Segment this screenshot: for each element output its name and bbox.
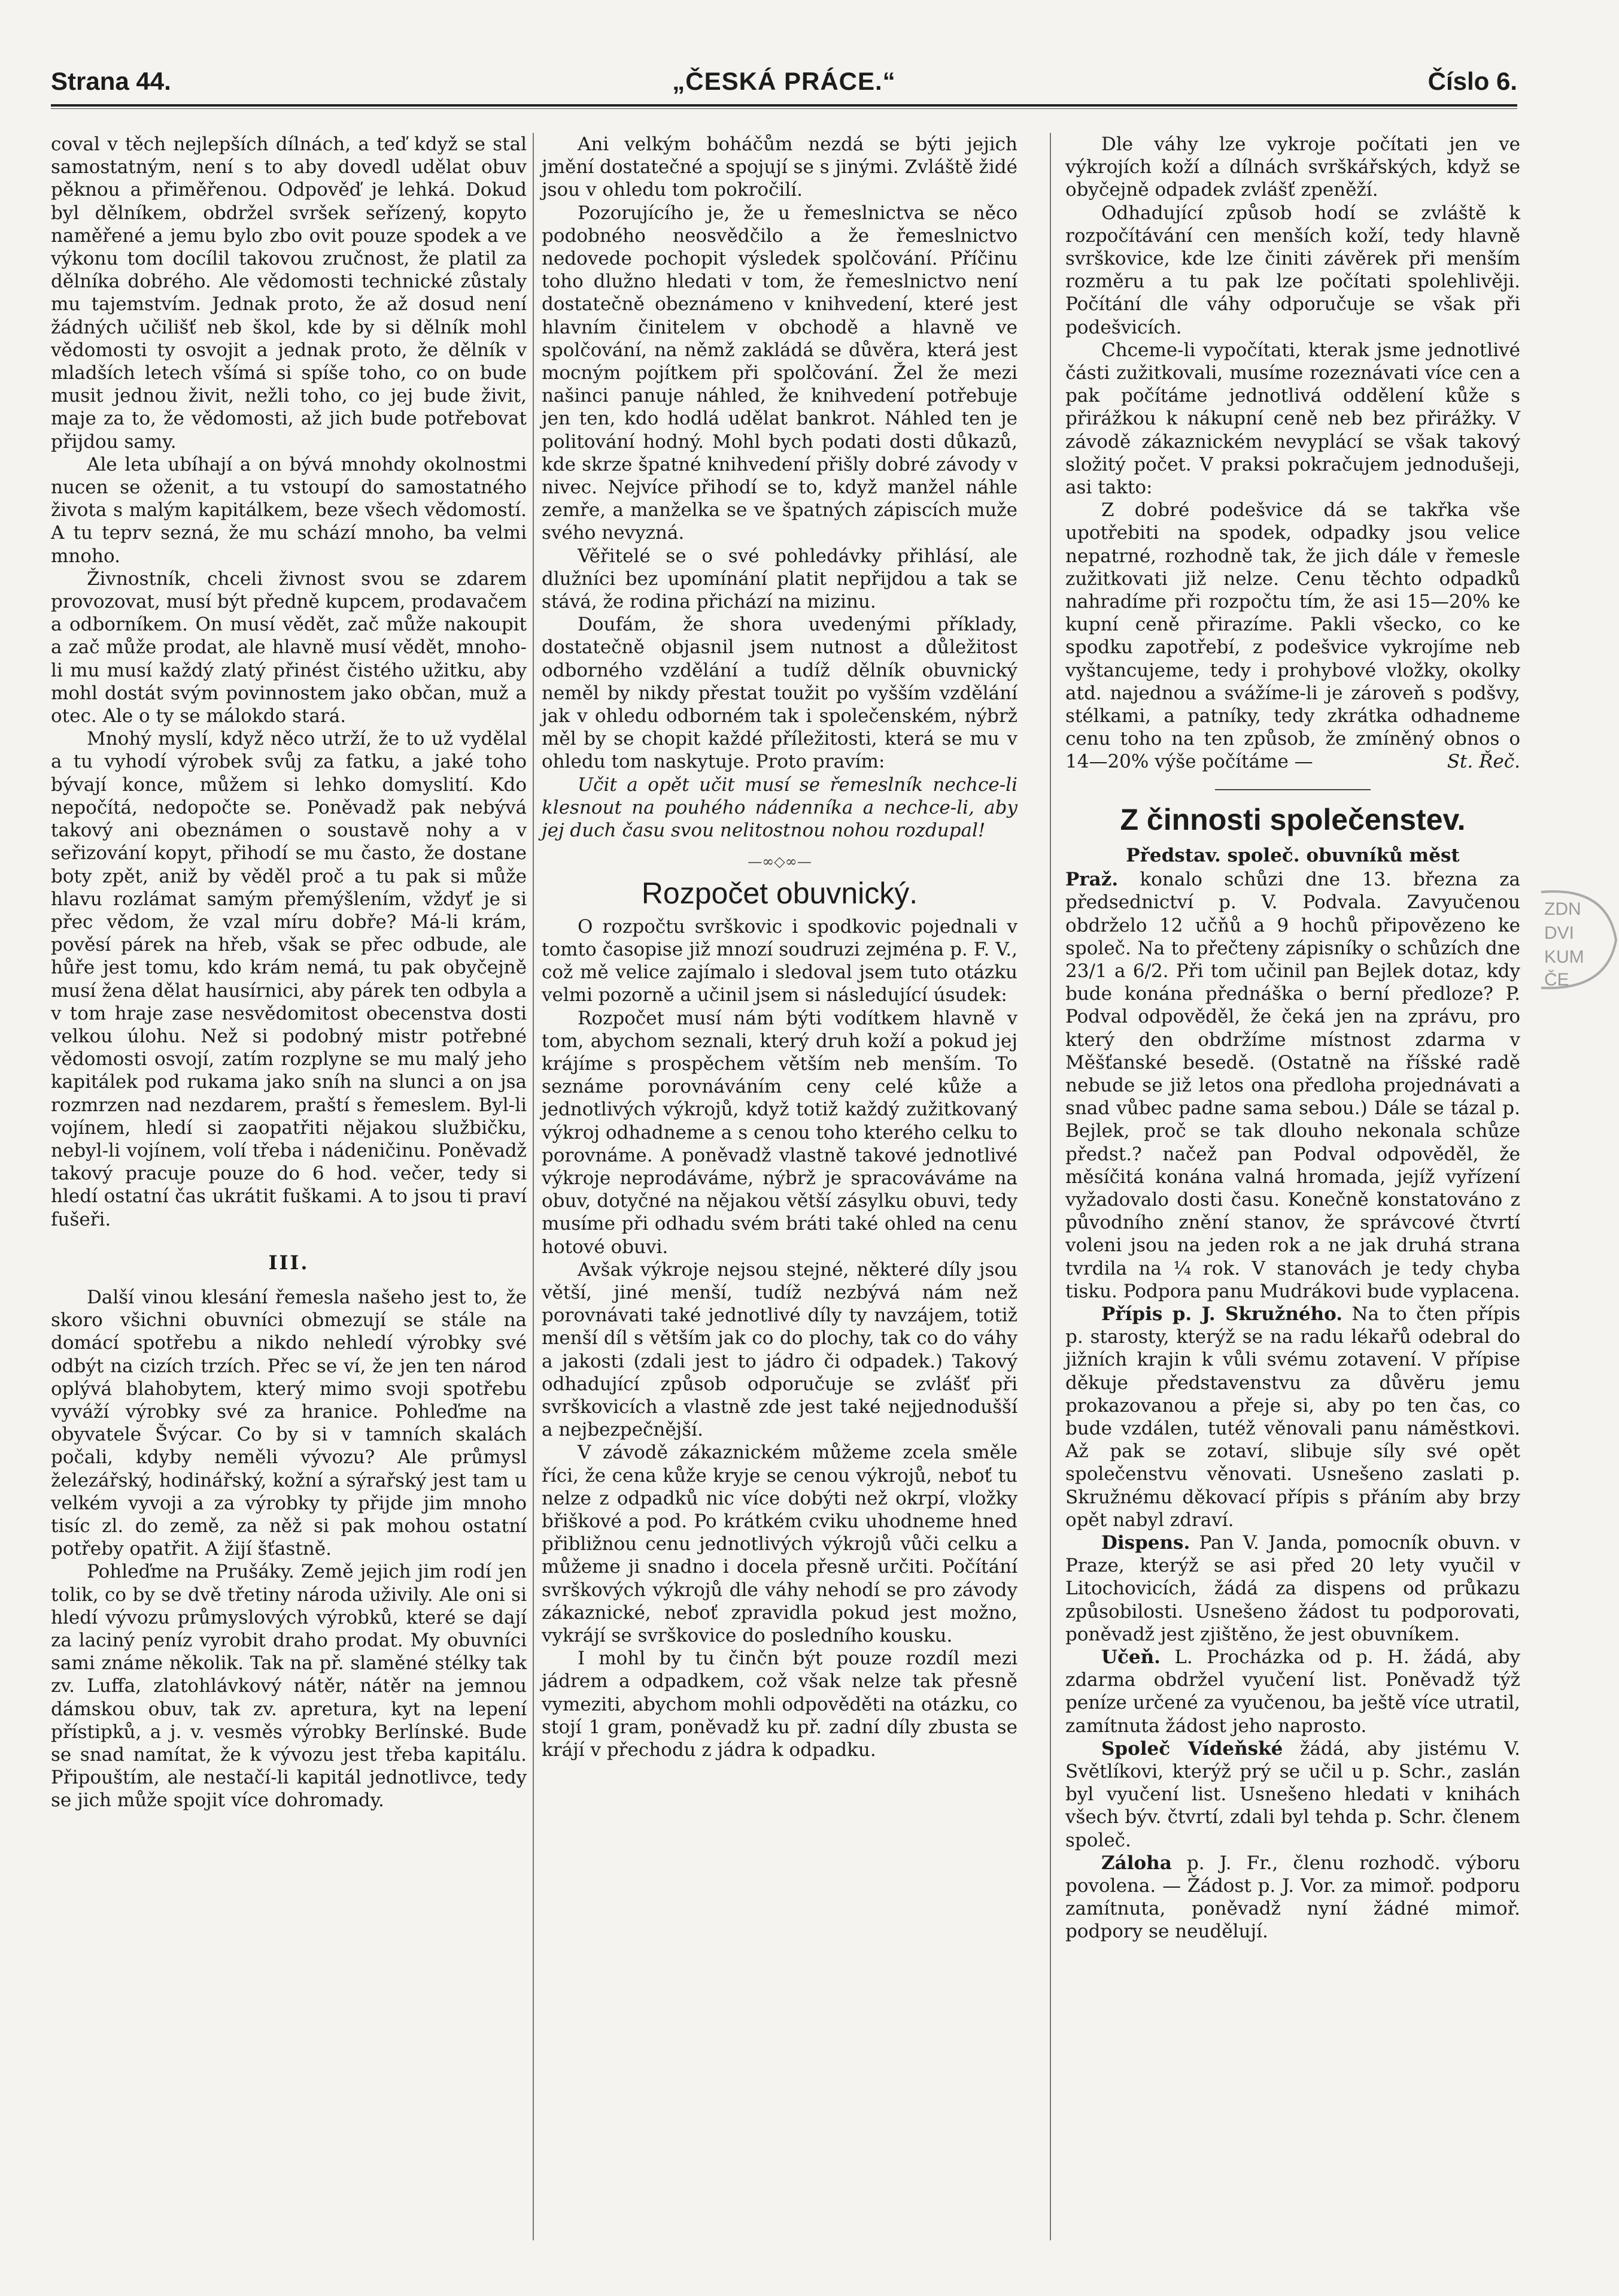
entry-lead: Učeň. [1101,1646,1161,1668]
column-1 [51,133,527,1812]
entry-lead: Záloha [1101,1852,1172,1874]
paragraph: I mohl by tu činčn být pouze rozdíl mezi jádrem a odpadkem, což však nelze tak přesně vymeziti, abychom mohli odpověděti na otázku, co stojí 1 gram, poněvadž ku př. zadní díly zbusta se krájí v přechodu z jádra k odpadku. [542,1648,1017,1761]
paragraph: Odhadující způsob hodí se zvláště k rozpočítávání cen menších koží, tedy hlavně svrškovice, kde lze činiti závěrek při menším rozměru a tu pak lze počítati spolehlivěji. Počítání dle váhy odporučuje se však při podešvicích. [1065,202,1520,338]
paragraph: Mnohý myslí, když něco utrží, že to už vydělal a tu vyhodí výrobek svůj za fatku, a jaké toho bývají konce, můžem si lehko domyslití. Kdo nepočítá, nedopočte se. Poněvadž pak nebývá takový ani obeznámen o soustavě nohy a v seřizování kopyt, přihodí se mu často, že dostane boty zpět, aniž by věděl proč a tu pak si může hlavu rozlámat samým přemýšlením, vždyť je si přec vědom, že vzal míru dobře? Má-li krám, pověsí párek na hřeb, však se přec odbude, ale hůře jest tomu, kdo krám nemá, tu pak obyčejně musí žena dělat hausírnici, aby párek ten odbyla a v tom hraje zase nesvědomitost obecenstva dosti velkou úlohu. Než si podobný mistr potřebné vědomosti osvojí, zatím rozplyne se mu malý jeho kapitálek pod rukama jako sníh na slunci a on jsa rozmrzen nad nezdarem, praští s řemeslem. Byl-li vojínem, hledí si zaopatřiti nějakou službičku, nebyl-li vojínem, volí třeba i nádeničinu. Poněvadž takový pracuje pouze do 6 hod. večer, tedy si hledí ostatní čas ukrátit fuškami. A to jsou ti praví fušeři. [51,728,527,1230]
paragraph: Ani velkým boháčům nezdá se býti jejich jmění dostatečné a spojují se s jinými. Zvláště židé jsou v ohledu tom pokročilí. [542,134,1017,201]
paragraph: Doufám, že shora uvedenými příklady, dostatečně objasnil jsem nutnost a důležitost odborného vzdělání a tudíž dělník obuvnický neměl by nikdy přestat toužit po vyšším vzdělání jak v ohledu odborném tak i společenském, nýbrž měl by se chopit každé příležitosti, která se mu v ohledu tom naskytuje. Proto pravím: [542,614,1017,773]
author-signature: St. Řeč. [1447,751,1520,773]
header-rule-thin [51,108,1517,109]
stamp-line: KUM [1544,947,1584,967]
paragraph: Věřitelé se o své pohledávky přihlásí, ale dlužníci bez upomínání platit nepřijdou a tak se stává, že rodina přichází na mizinu. [542,545,1017,613]
paragraph: Další vinou klesání řemesla našeho jest to, že skoro všichni obuvníci obmezují se stále na domácí spotřebu a nikdo nehledí výrobky své odbýt na cizích trzích. Přec se ví, že jen ten národ oplývá blahobytem, který mimo svoji spotřebu vyváží výrobky své za hranice. Pohleďme na obyvatele Švýcar. Co by si v tamních skalách počali, kdyby neměli vývozu? Ale průmysl železářský, hodinářský, kožní a sýrařský jest tam u velkém vyvoji a za výrobky ty přijde jim mnoho tisíc zl. do země, za něž si pak mohou ostatní potřeby opatřit. A žijí šťastně. [51,1286,527,1560]
paragraph: coval v těch nejlepších dílnách, a teď když se stal samostatným, není s to aby dovedl udělat obuv pěknou a přiměřenou. Odpověď je lehká. Dokud byl dělníkem, obdržel svršek seřízený, kopyto naměřené a jemu bylo zbo ovit pouze spodek a ve výkonu tom docílil takovou zručnost, že platil za dělníka dobrého. Ale vědomosti technické zůstaly mu tajemstvím. Jednak proto, že až dosud není žádných učilišť neb škol, kde by si dělník mohl vědomosti ty osvojit a jednak proto, že dělník v mladších letech všímá si spíše toho, co on bude musit jednou živit, nežli toho, co jej bude živit, maje za to, že vědomosti, až jich bude potřebovat přijdou samy. [51,134,527,453]
paragraph: Živnostník, chceli živnost svou se zdarem provozovat, musí být předně kupcem, prodavačem a odborníkem. On musí vědět, zač může nakoupit a zač může prodat, ale hlavně musí vědět, mnoho-li mu musí každý zlatý přinést čistého užitku, aby mohl dostát svým povinnostem jako občan, muž a otec. Ale o ty se málokdo stará. [51,568,527,727]
stamp-line: DVI [1544,923,1575,943]
entry-text: L. Procházka od p. H. žádá, aby zdarma obdržel vyučení list. Poněvadž týž peníze určené za vyučenou, ba ještě více utratil, zamítnuta žádost jeho naprosto. [1065,1646,1520,1737]
paragraph: Učit a opět učit musí se řemeslník nechce-li klesnout na pouhého nádenníka a nechce-li, aby jej duch času svou nelitostnou nohou rozdupal! [542,774,1017,842]
entry-text: p. J. Fr., členu rozhodč. výboru povolena. — Žádost p. J. Vor. za mimoř. podporu zamítnuta, poněvadž nyní žádné mimoř. podpory se neudělují. [1065,1852,1520,1943]
entry-text: Na to čten přípis p. starosty, kterýž se na radu lékařů odebral do jižních krajin k vůli svému zotavení. V přípise děkuje představenstvu za důvěru jemu prokazovanou a přeje si, aby po ten čas, co bude vzdálen, tutéž věnovali panu náměstkovi. Až pak se zotaví, slibuje síly své opět společenstvu věnovati. Usnešeno zaslati p. Skružnému děkovací přípis s přáním aby brzy opět nabyl zdraví. [1065,1303,1520,1531]
paragraph: Dle váhy lze vykroje počítati jen ve výkrojích koží a dílnách svrškářských, když se obyčejně odpadek zvlášť zpeněží. [1065,134,1520,201]
paragraph: Pozorujícího je, že u řemeslnictva se něco podobného neosvědčilo a že řemeslnictvo nedovede pochopit výsledek spolčování. Příčinu toho dlužno hledati v tom, že řemeslnictvo není dostatečně obeznámeno v knihvedení, které jest hlavním činitelem v obchodě a hlavně ve spolčování, na němž zakládá se důvěra, která jest mocným pojítkem při spolčování. Žel že mezi našinci panuje náhled, že knihvedení potřebuje jen ten, kdo hodlá udělat bankrot. Náhled ten je politování hodný. Mohl bych podati dosti důkazů, kde skrze špatné knihvedení přišly dobré závody v nivec. Nejvíce přihodí se to, když manžel náhle zemře, a manželka se ve špatných zápiscích muže svého nevyzná. [542,202,1017,544]
entry [1065,1646,1520,1737]
section-title: Z činnosti společenstev. [1120,802,1466,836]
entry-text: konalo schůzi dne 13. března za předsednictví p. V. Podvala. Zavyučenou obdrželo 12 učňů a 9 hochů připovězeno ke společ. Na to přečteny zápisníky o schůzích dne 23/1 a 6/2. Při tom učinil pan Bejlek dotaz, kdy bude konána přednáška o berní předloze? P. Podval odpověděl, že čeká jen na zprávu, pro který den obdržíme místnost zdarma v Měšťanské besedě. (Ostatně na říšské radě nebude se již letos ona předloha projednávati a snad vůbec padne sama sebou.) Dále se tázal p. Bejlek, proč se tak dlouho nekonala schůze předst.? načež pan Podval odpověděl, že měsíčitá konána valná hromada, jejíž vyřízení vyžadovalo dosti času. Konečně konstatováno z původního znění stanov, že správcové čtvrtí voleni jsou na jeden rok a ne jak druhá strana tvrdila na ¼ rok. V stanovách je tedy chyba tisku. Podpora panu Mudrákovi bude vyplacena. [1065,869,1520,1302]
entry [1065,1531,1520,1646]
entry [1065,1852,1520,1943]
entry [1065,1303,1520,1531]
paragraph: Ale leta ubíhají a on bývá mnohdy okolnostmi nucen se oženit, a tu vstoupí do samostatného života s malým kapitálkem, beze všech vědomostí. A tu teprv sezná, že mu schází mnoho, ba velmi mnoho. [51,453,527,567]
header-rule [51,104,1517,107]
ornament-divider: —∞◇∞— [748,853,812,871]
entry-lead: Přípis p. J. Skružného. [1101,1303,1343,1325]
page-header [51,60,1517,108]
newspaper-title: „ČESKÁ PRÁCE.“ [672,67,896,95]
entry-lead: Dispens. [1101,1531,1190,1554]
paragraph [1065,499,1520,773]
page-number: Strana 44. [51,67,171,95]
stamp-line: ČE [1544,970,1569,990]
entry [1065,868,1520,1303]
paragraph: Chceme-li vypočítati, kterak jsme jednotlivé části zužitkovali, musíme rozeznávati více cen a pak počítáme jednotlivá oddělení kůže s přirážkou k nákupní ceně neb bez přirážky. V závodě zákaznickém nevyplácí se však takový složitý počet. V praksi pokračujem jednodušeji, asi takto: [1065,339,1520,499]
entry-lead: Společ Vídeňské [1101,1737,1283,1760]
issue-number: Číslo 6. [1427,67,1517,95]
entry-heading: Představ. společ. obuvníků měst [1126,844,1460,866]
paragraph-text: Z dobré podešvice dá se takřka vše upotřebiti na spodek, odpadky jsou velice nepatrné, rozhodně tak, že jich dále v řemesle zužitkovati již nelze. Cenu těchto odpadků nahradíme při rozpočtu tím, že asi 15—20% ke kupní ceně přirazíme. Pakli všecko, co ke spodku zapotřebí, z podešvice vykrojíme neb vyštancujeme, tedy i prohybové vložky, okolky atd. najednou a svážíme-li je zároveň s podšvy, stélkami, a patníky, tedy zkrátka odhadneme cenu toho na ten způsob, že zmíněný obnos o 14—20% výše počítáme — [1065,499,1520,773]
article-title: Rozpočet obuvnický. [641,876,918,910]
entry [1065,1737,1520,1852]
library-stamp [1529,886,1619,994]
paragraph: Rozpočet musí nám býti vodítkem hlavně v tom, abychom seznali, který druh koží a pokud jej krájíme s prospěchem větším neb menším. To seznáme porovnáváním ceny celé kůže a jednotlivých výkrojů, když totiž každý zužitkovaný výkroj odhadneme a s cenou toho kterého celku to porovnáme. A poněvadž vlastně takové jednotlivé výkroje neprodáváme, nýbrž je spracováváme na obuv, dotyčné na nějakou větší zásylku obuvi, tedy musíme při odhadu svém bráti také ohled na cenu hotové obuvi. [542,1007,1017,1258]
stamp-line: ZDN [1544,899,1581,919]
section-heading: III. [268,1251,309,1274]
short-rule [1215,789,1371,790]
entry-lead: Praž. [1065,869,1119,891]
column-divider [1050,133,1051,2240]
paragraph: Pohleďme na Prušáky. Země jejich jim rodí jen tolik, co by se dvě třetiny národa uživily. Ale oni si hledí vývozu průmyslových výrobků, které se dají za laciný peníz vyrobit draho prodat. My obuvníci sami známe několik. Tak na př. slaměné stélky tak zv. Luffa, zlatohlávkový nátěr, nátěr na jemnou dámskou obuv, tak zv. apretura, kyt na lepení přístipků, a j. v. vesměs výrobky Berlínské. Bude se snad namítat, že k vývozu jest třeba kapitálu. Připouštím, ale nestačí-li kapitál jednotlivce, tedy se jich může spojit více dohromady. [51,1561,527,1812]
stamp-mark-icon [1529,886,1619,994]
column-3 [1065,133,1520,1943]
entry-text: Pan V. Janda, pomocník obuvn. v Praze, kterýž se asi před 20 lety vyučil v Litochovicích, žádá za dispens od průkazu způsobilosti. Usnešeno žádost tu podporovati, poněvadž jest zjištěno, že jest obuvníkem. [1065,1531,1520,1645]
column-2 [542,133,1017,1761]
paragraph: V závodě zákaznickém můžeme zcela směle říci, že cena kůže kryje se cenou výkrojů, neboť tu nelze z odpadků nic více dobýti než okrpí, vložky břiškové a pod. Po krátkém cviku uhodneme hned přibližnou cenu jednotlivých výkrojů vůči celku a můžeme ji snadno i docela přesně určiti. Počítání svrškových výkrojů dle váhy nehodí se pro závody zákaznické, neboť zpravidla pokud jest možno, vykrájí se svrškovice do posledního kousku. [542,1442,1017,1646]
entry-text: žádá, aby jistému V. Světlíkovi, kterýž prý se učil u p. Schr., zaslán byl vyučení list. Usnešeno hledati v knihách všech býv. čtvrtí, zdali byl tehda p. Schr. členem společ. [1065,1737,1520,1851]
paragraph: O rozpočtu svrškovic i spodkovic pojednali v tomto časopise již mnozí soudruzi zejména p. F. V., což mě velice zajímalo i sledoval jsem tuto otázku velmi pozorně a učinil jsem si následující úsudek: [542,915,1017,1006]
column-divider [533,133,534,2240]
paragraph: Avšak výkroje nejsou stejné, některé díly jsou větší, jiné menší, tudíž nezbývá nám než porovnávati také jednotlivé díly ty navzájem, totiž menší díl s větším jak co do plochy, tak co do váhy a jakosti (zdali jest to jádro či odpadek.) Takový odhadující způsob odporučuje se zvlášť při svrškovicích a vlastně zde jest také nejjednodušší a nejbezpečnější. [542,1258,1017,1441]
